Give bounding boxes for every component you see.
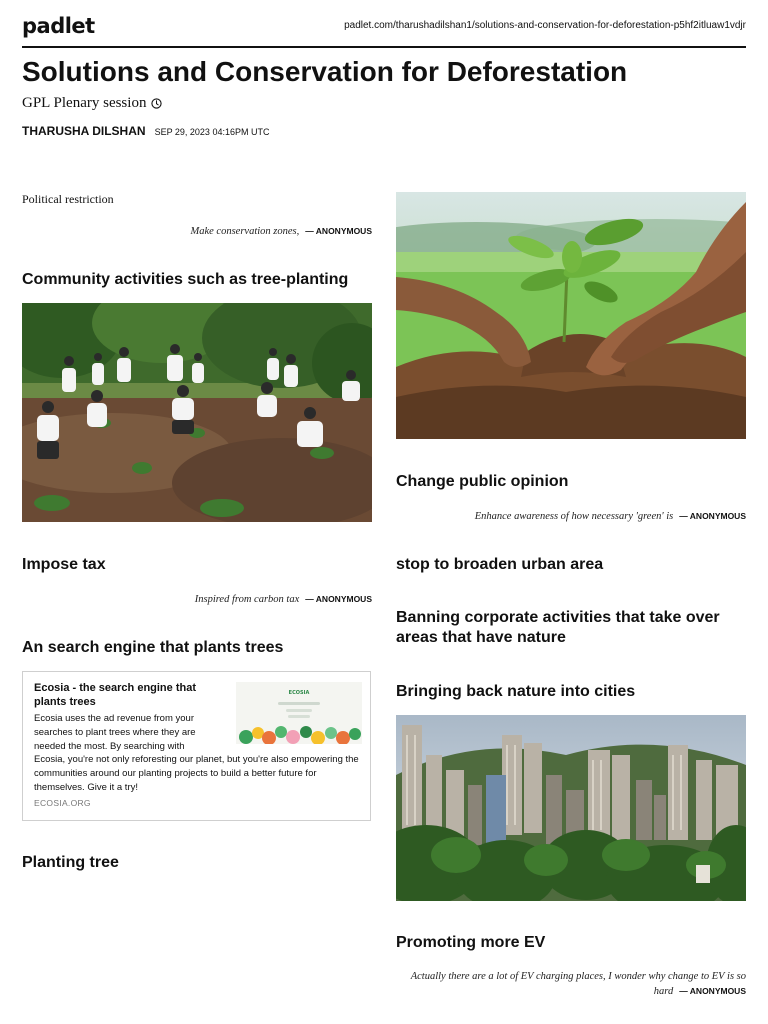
- note-author: — ANONYMOUS: [305, 594, 372, 604]
- note-author: — ANONYMOUS: [679, 511, 746, 521]
- post-title-search-engine[interactable]: An search engine that plants trees: [22, 639, 284, 656]
- link-card-domain: ECOSIA.ORG: [34, 798, 91, 808]
- post-title-planting-tree[interactable]: Planting tree: [22, 854, 119, 871]
- note-text: Inspired from carbon tax: [194, 594, 300, 605]
- note-author: — ANONYMOUS: [679, 986, 746, 996]
- tree-planting-photo[interactable]: [22, 303, 372, 522]
- post-note-awareness: [396, 509, 746, 524]
- post-title-nature-cities[interactable]: Bringing back nature into cities: [396, 683, 636, 700]
- thumb-brand: ECOSIA: [288, 690, 310, 696]
- author-name[interactable]: THARUSHA DILSHAN: [22, 124, 146, 138]
- link-card-desc-part2: Ecosia, you're not only reforesting our planet, but you're also empowering the communities around our planting projects to build a better future for themselves. Give it a try!: [34, 754, 359, 793]
- post-political-restriction[interactable]: Political restriction: [22, 192, 114, 206]
- clock-icon: [151, 98, 162, 109]
- ecosia-thumbnail: [236, 682, 362, 744]
- author-row: [22, 124, 269, 138]
- post-note-carbon-tax: [22, 592, 372, 607]
- padlet-logo[interactable]: padlet: [22, 14, 95, 38]
- board-subtitle: [22, 95, 162, 112]
- post-title-banning-corporate[interactable]: Banning corporate activities that take over areas that have nature: [396, 609, 720, 646]
- top-bar: [22, 12, 746, 48]
- note-text: Make conservation zones,: [190, 226, 300, 237]
- link-card-title: Ecosia - the search engine that plants trees: [34, 682, 196, 708]
- post-title-community[interactable]: Community activities such as tree-planting: [22, 271, 349, 288]
- ecosia-link-card[interactable]: [22, 671, 371, 821]
- board-url[interactable]: padlet.com/tharushadilshan1/solutions-and-conservation-for-deforestation-p5hf2itluaw1vdjr: [344, 20, 746, 31]
- post-note-conservation: [22, 224, 372, 239]
- post-note-ev: [396, 970, 746, 999]
- note-text: Enhance awareness of how necessary 'green' is: [474, 511, 674, 522]
- city-nature-photo[interactable]: [396, 715, 746, 901]
- board-date: SEP 29, 2023 04:16PM UTC: [154, 127, 270, 137]
- note-author: — ANONYMOUS: [305, 226, 372, 236]
- post-title-public-opinion[interactable]: Change public opinion: [396, 473, 569, 490]
- note-text: Actually there are a lot of EV charging places, I wonder why change to EV is so hard: [410, 971, 746, 997]
- sapling-hands-photo[interactable]: [396, 192, 746, 439]
- post-title-impose-tax[interactable]: Impose tax: [22, 556, 106, 573]
- link-card-desc-part1: Ecosia uses the ad revenue from your searches to plant trees where they are needed the most. By searching with: [34, 713, 196, 752]
- board-subtitle-text: GPL Plenary session: [22, 95, 147, 111]
- board-title: Solutions and Conservation for Deforestation: [22, 56, 628, 87]
- post-title-urban-area[interactable]: stop to broaden urban area: [396, 556, 604, 573]
- post-title-ev[interactable]: Promoting more EV: [396, 934, 546, 951]
